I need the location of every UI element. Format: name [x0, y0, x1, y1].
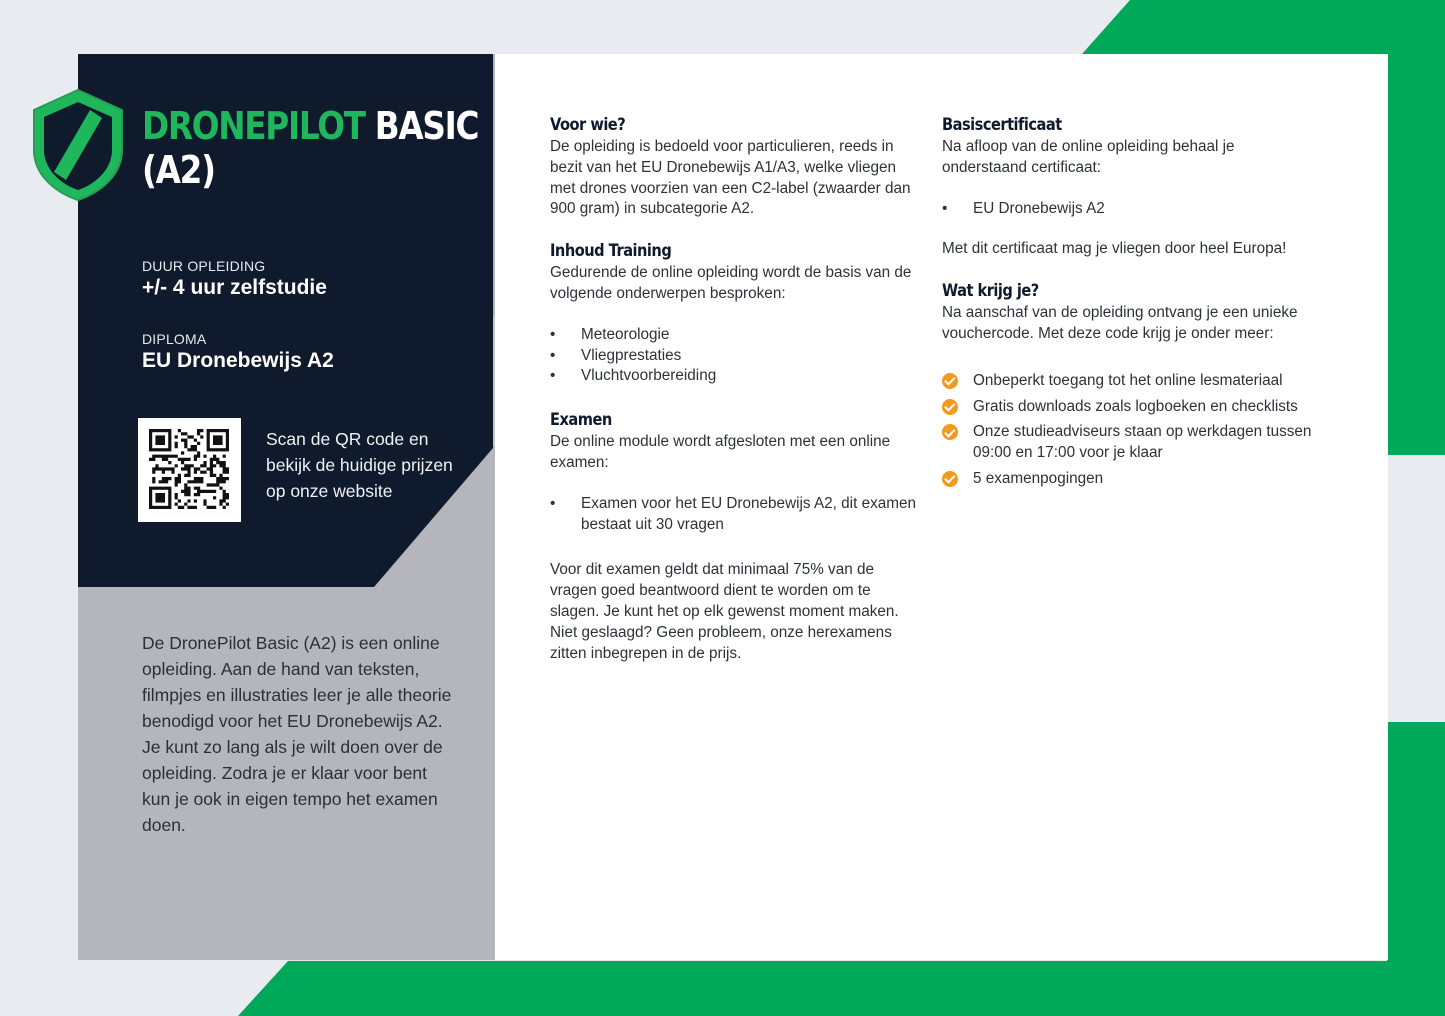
list-item-text: Meteorologie — [581, 325, 670, 343]
list-item-text: 5 examenpogingen — [973, 469, 1104, 487]
wat-krijg-text: Na aanschaf van de opleiding ontvang je een unieke vouchercode. Met deze code krijg je onder meer: — [942, 304, 1298, 342]
certificaat-heading: Basiscertificaat — [942, 115, 1062, 135]
list-item — [942, 469, 1314, 490]
list-item — [550, 346, 916, 367]
qr-caption: Scan de QR code en bekijk de huidige prijzen op onze website — [266, 429, 453, 501]
title-rest: BASIC — [374, 104, 479, 148]
bullet-icon: • — [942, 199, 948, 217]
examen-heading: Examen — [550, 410, 612, 431]
check-circle-icon — [942, 424, 958, 440]
shield-icon — [32, 88, 124, 202]
qr-code[interactable] — [138, 418, 241, 522]
title-accent: DRONEPILOT — [142, 104, 365, 148]
check-circle-icon — [942, 471, 958, 487]
list-item — [942, 422, 1314, 464]
diploma-value: EU Dronebewijs A2 — [142, 349, 334, 372]
check-circle-icon — [942, 373, 958, 389]
list-item-text: Vluchtvoorbereiding — [581, 367, 717, 385]
list-item — [550, 366, 916, 387]
bullet-icon: • — [550, 494, 556, 512]
certificaat-list — [942, 199, 1314, 220]
list-item-text: Onbeperkt toegang tot het online lesmateriaal — [973, 371, 1283, 389]
info-column-2 — [942, 114, 1314, 495]
bullet-icon: • — [550, 367, 556, 385]
qr-code-icon — [149, 429, 229, 509]
title-line2: (A2) — [142, 148, 215, 192]
benefits-list — [942, 371, 1314, 490]
list-item-text: Gratis downloads zoals logboeken en checklists — [973, 397, 1298, 415]
page-title — [142, 104, 478, 192]
list-item — [942, 397, 1314, 418]
inhoud-text: Gedurende de online opleiding wordt de basis van de volgende onderwerpen besproken: — [550, 264, 912, 302]
bullet-icon: • — [550, 325, 556, 343]
info-column-1 — [550, 114, 916, 664]
bullet-icon: • — [550, 346, 556, 364]
inhoud-heading: Inhoud Training — [550, 241, 672, 262]
list-item — [550, 325, 916, 346]
duration-value: +/- 4 uur zelfstudie — [142, 276, 327, 299]
examen-note: Voor dit examen geldt dat minimaal 75% van de vragen goed beantwoord dient te worden om te slagen. Je kunt het op elk gewenst moment maken. Niet geslaagd? Geen probleem, onze herexamens zitten inbegrepen in de prijs. — [550, 561, 899, 662]
course-card — [78, 54, 1388, 960]
duration-label: DUUR OPLEIDING — [142, 258, 266, 274]
certificaat-text: Na afloop van de online opleiding behaal je onderstaand certificaat: — [942, 138, 1235, 176]
list-item — [942, 199, 1314, 220]
voor-wie-text: De opleiding is bedoeld voor particulieren, reeds in bezit van het EU Dronebewijs A1/A3, welke vliegen met drones voorzien van een C2-label (zwaarder dan 900 gram) in subcategorie A2. — [550, 138, 911, 218]
certificaat-note: Met dit certificaat mag je vliegen door heel Europa! — [942, 240, 1287, 258]
list-item — [550, 494, 916, 536]
examen-list — [550, 494, 916, 536]
intro-text: De DronePilot Basic (A2) is een online opleiding. Aan de hand van teksten, filmpjes en illustraties leer je alle theorie benodigd voor het EU Dronebewijs A2. Je kunt zo lang als je wilt doen over de opleiding. Zodra je er klaar voor bent kun je ook in eigen tempo het examen doen. — [142, 633, 452, 835]
list-item-text: Vliegprestaties — [581, 346, 682, 364]
left-panel — [78, 54, 495, 960]
check-circle-icon — [942, 399, 958, 415]
wat-krijg-heading: Wat krijg je? — [942, 281, 1039, 302]
list-item-text: Onze studieadviseurs staan op werkdagen tussen 09:00 en 17:00 voor je klaar — [973, 423, 1312, 462]
examen-text: De online module wordt afgesloten met een online examen: — [550, 433, 891, 471]
voor-wie-heading: Voor wie? — [550, 115, 626, 135]
inhoud-list — [550, 325, 916, 387]
list-item-text: Examen voor het EU Dronebewijs A2, dit examen bestaat uit 30 vragen — [581, 494, 917, 533]
list-item — [942, 371, 1314, 392]
diploma-label: DIPLOMA — [142, 331, 207, 347]
list-item-text: EU Dronebewijs A2 — [973, 199, 1105, 217]
